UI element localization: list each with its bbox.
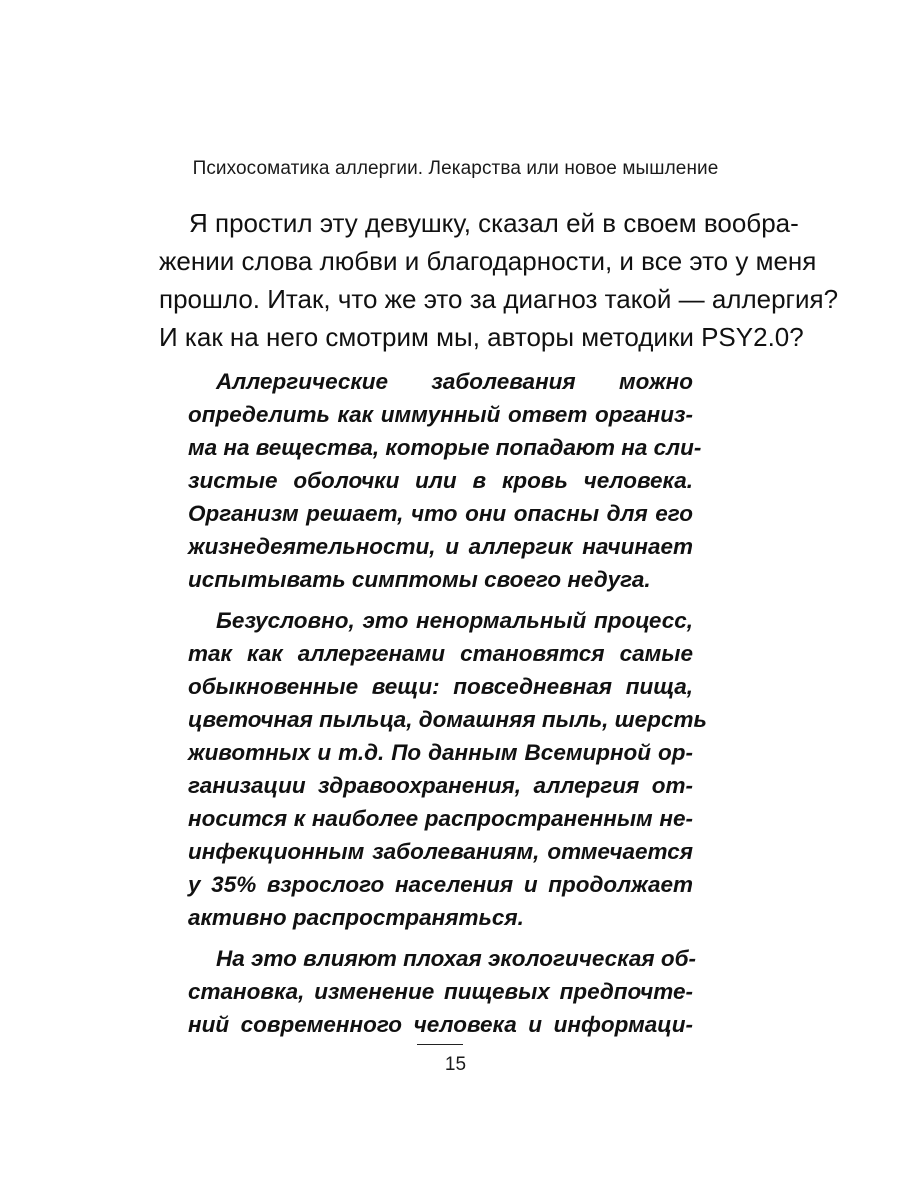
- quote-line: зистые оболочки или в кровь человека.: [188, 468, 693, 493]
- quote-line: инфекционным заболеваниям, отмечается: [188, 839, 693, 864]
- quote-line: Аллергические заболевания можно: [216, 369, 693, 394]
- quote-paragraph: [188, 604, 707, 934]
- quote-line: становка, изменение пищевых предпочте-: [188, 979, 693, 1004]
- quote-line: Организм решает, что они опасны для его: [188, 501, 693, 526]
- quote-line: ганизации здравоохранения, аллергия от-: [188, 773, 693, 798]
- quote-line: обыкновенные вещи: повседневная пища,: [188, 674, 693, 699]
- body-line: прошло. Итак, что же это за диагноз такой — аллергия?: [159, 284, 839, 314]
- body-line: И как на него смотрим мы, авторы методики PSY2.0?: [159, 322, 804, 352]
- quote-line: жизнедеятельности, и аллергик начинает: [188, 534, 693, 559]
- quote-line: активно распространяться.: [188, 905, 524, 930]
- paragraph-gap: [188, 934, 693, 942]
- body-line: жении слова любви и благодарности, и все это у меня: [159, 246, 817, 276]
- quote-line: так как аллергенами становятся самые: [188, 641, 693, 666]
- quote-line: животных и т.д. По данным Всемирной ор-: [188, 740, 693, 765]
- running-header: Психосоматика аллергии. Лекарства или новое мышление: [192, 158, 719, 179]
- quote-line: носится к наиболее распространенным не-: [188, 806, 693, 831]
- quote-line: ний современного человека и информаци-: [188, 1012, 693, 1037]
- quote-paragraph: [188, 365, 702, 596]
- page-number-rule: [417, 1044, 463, 1045]
- body-line: Я простил эту девушку, сказал ей в своем вообра-: [189, 208, 799, 238]
- body-paragraph: [159, 204, 839, 356]
- quote-paragraph: [188, 942, 697, 1041]
- quote-line: ма на вещества, которые попадают на сли-: [188, 435, 702, 460]
- quote-line: у 35% взрослого населения и продолжает: [188, 872, 693, 897]
- quote-line: На это влияют плохая экологическая об-: [216, 946, 697, 971]
- quote-line: Безусловно, это ненормальный процесс,: [216, 608, 693, 633]
- paragraph-gap: [188, 596, 693, 604]
- quote-line: цветочная пыльца, домашняя пыль, шерсть: [188, 707, 707, 732]
- quote-line: определить как иммунный ответ организ-: [188, 402, 693, 427]
- quote-line: испытывать симптомы своего недуга.: [188, 567, 651, 592]
- page-number: 15: [444, 1054, 467, 1075]
- highlighted-quote: [188, 365, 707, 1041]
